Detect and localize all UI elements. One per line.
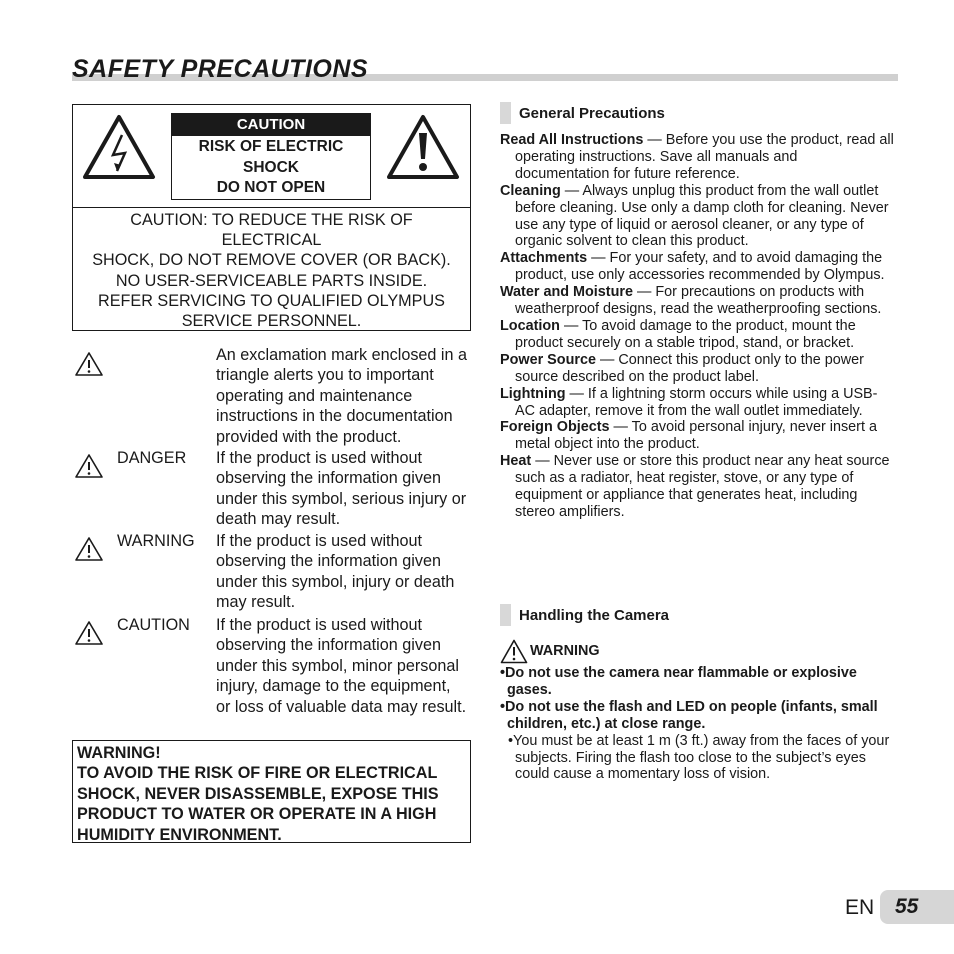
list-item — [500, 352, 895, 386]
list-item-text: — If a lightning storm occurs while using a USB-AC adapter, remove it from the wall outlet immediately. — [515, 385, 878, 419]
list-item-text: — For your safety, and to avoid damaging the product, use only accessories recommended by Olympus. — [515, 250, 885, 284]
list-item-text: — Never use or store this product near any heat source such as a radiator, heat register, stove, or any type of equipment or appliance that generates heat, including stereo amplifiers. — [515, 453, 890, 520]
caution-label — [171, 113, 371, 200]
symbol-description: An exclamation mark enclosed in a triangle alerts you to important operating and maintenance instructions in the documentation provided with the product. — [216, 346, 468, 446]
handling-warning-label — [500, 638, 600, 664]
list-item-text: — For precautions on products with weatherproof designs, read the weatherproofing sections. — [515, 284, 882, 318]
handling-bullets — [500, 665, 895, 783]
caution-label-line: SHOCK — [243, 158, 299, 176]
exclamation-triangle-icon — [385, 113, 461, 181]
exclamation-triangle-icon — [74, 351, 104, 377]
caution-text-line: SERVICE PERSONNEL. — [181, 312, 362, 331]
list-item-term: Read All Instructions — [500, 132, 644, 148]
list-item-text: — Before you use the product, read all operating instructions. Save all manuals and documentation for future reference. — [515, 132, 894, 182]
list-item-text: — Connect this product only to the power source described on the product label. — [515, 351, 864, 385]
caution-text-line: SHOCK, DO NOT REMOVE COVER (OR BACK). — [92, 251, 451, 270]
caution-text-line: ELECTRICAL — [221, 231, 322, 250]
symbol-description: If the product is used without observing the information given under this symbol, minor personal injury, damage to the equipment, or loss of valuable data may result. — [216, 616, 467, 716]
list-item — [500, 284, 895, 318]
list-item — [500, 132, 895, 183]
exclamation-triangle-icon — [74, 536, 104, 562]
list-item-term: Cleaning — [500, 182, 561, 199]
section-heading-handling: Handling the Camera — [500, 606, 669, 626]
list-item-term: Lightning — [500, 385, 566, 402]
caution-text — [73, 208, 470, 331]
caution-box — [72, 104, 471, 331]
list-item — [500, 183, 895, 251]
caution-label-body — [172, 136, 370, 199]
general-precautions-list — [500, 132, 895, 521]
caution-box-header — [73, 105, 470, 208]
caution-label-head: CAUTION — [172, 114, 370, 136]
exclamation-triangle-icon — [74, 620, 104, 646]
list-item — [500, 386, 895, 420]
caution-label-line: RISK OF ELECTRIC — [198, 138, 344, 155]
page-language: EN — [845, 896, 875, 919]
list-item — [500, 453, 895, 521]
caution-text-line: NO USER-SERVICEABLE PARTS INSIDE. — [115, 271, 428, 290]
list-item — [500, 419, 895, 453]
list-item — [500, 318, 895, 352]
list-item-text: — To avoid personal injury, never insert a metal object into the product. — [515, 419, 877, 453]
list-item — [500, 250, 895, 284]
section-heading-general: General Precautions — [500, 104, 665, 124]
list-item-term: Heat — [500, 453, 532, 470]
list-item-text: — To avoid damage to the product, mount the product securely on a stable tripod, stand, or bracket. — [515, 317, 856, 351]
list-item-term: Foreign Objects — [500, 419, 610, 436]
caution-text-line: CAUTION: TO REDUCE THE RISK OF — [130, 211, 413, 229]
list-item: •Do not use the camera near flammable or explosive gases. — [500, 665, 857, 698]
exclamation-triangle-icon — [500, 639, 528, 664]
symbol-label: WARNING — [117, 532, 195, 550]
warning-box-text: TO AVOID THE RISK OF FIRE OR ELECTRICAL SHOCK, NEVER DISASSEMBLE, EXPOSE THIS PRODUCT TO WATER OR OPERATE IN A HIGH HUMIDITY ENVIRONMENT. — [77, 764, 439, 844]
page-number: 55 — [895, 895, 919, 918]
lightning-warning-icon — [81, 113, 157, 181]
symbol-label: DANGER — [117, 449, 187, 467]
caution-text-line: REFER SERVICING TO QUALIFIED OLYMPUS — [98, 291, 445, 310]
list-item: •Do not use the flash and LED on people (infants, small children, etc.) at close range. — [500, 698, 878, 732]
page-title: SAFETY PRECAUTIONS — [72, 55, 369, 83]
symbol-label: CAUTION — [117, 616, 190, 634]
caution-label-line: DO NOT OPEN — [216, 179, 326, 196]
list-item-term: Water and Moisture — [500, 284, 633, 301]
list-item-term: Attachments — [500, 250, 588, 267]
list-item-term: Location — [500, 317, 560, 334]
exclamation-triangle-icon — [74, 453, 104, 479]
symbol-description: If the product is used without observing the information given under this symbol, injury or death may result. — [216, 532, 455, 612]
warning-label-text: WARNING — [530, 643, 600, 659]
symbol-description: If the product is used without observing the information given under this symbol, serious injury or death may result. — [216, 449, 467, 529]
list-item-text: — Always unplug this product from the wall outlet before cleaning. Use only a damp cloth for cleaning. Never use any type of liquid or aerosol cleaner, or any type of organic solvent to clean this product. — [515, 182, 889, 250]
warning-box-head: WARNING! — [77, 744, 161, 762]
warning-box — [72, 740, 471, 843]
list-item: •You must be at least 1 m (3 ft.) away from the faces of your subjects. Firing the flash too close to the subject’s eyes could cause a momentary loss of vision. — [508, 732, 890, 783]
list-item-term: Power Source — [500, 351, 596, 368]
